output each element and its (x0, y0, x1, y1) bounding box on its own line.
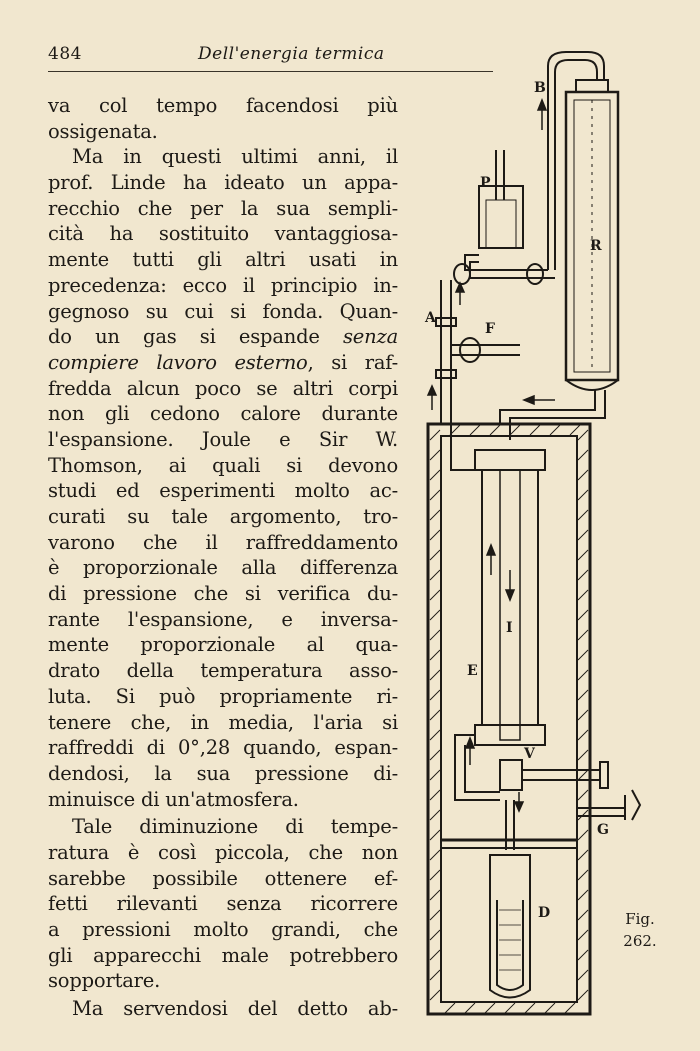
label-i: I (506, 620, 513, 636)
body-line: mente tutti gli altri usati in (48, 248, 398, 272)
page-number: 484 (48, 44, 82, 64)
body-line: do un gas si espande senza (48, 325, 398, 349)
body-line: cità ha sostituito vantaggiosa- (48, 222, 398, 246)
body-line: l'espansione. Joule e Sir W. (48, 427, 398, 451)
body-line: curati su tale argomento, tro- (48, 505, 398, 528)
body-line: fredda alcun poco se altri corpi (48, 376, 398, 400)
figure-caption (612, 908, 668, 952)
body-line: prof. Linde ha ideato un appa- (48, 171, 398, 195)
body-line: non gli cedono calore durante (48, 402, 398, 426)
body-line: Thomson, ai quali si devono (48, 453, 398, 477)
body-line: Tale diminuzione di tempe- (72, 815, 398, 839)
body-line: è proporzionale alla differenza (48, 556, 398, 580)
body-line: luta. Si può propriamente ri- (48, 684, 398, 708)
label-e: E (467, 663, 478, 679)
body-line: studi ed esperimenti molto ac- (48, 479, 398, 503)
label-a: A (425, 310, 436, 326)
body-line: di pressione che si verifica du- (48, 582, 398, 606)
body-line: Ma servendosi del detto ab- (72, 997, 398, 1021)
label-f: F (485, 321, 495, 337)
caption-fig: Fig. (625, 910, 655, 928)
body-line: ratura è così piccola, che non (48, 840, 398, 864)
label-r: R (590, 238, 602, 254)
label-g: G (597, 822, 609, 838)
body-line: mente proporzionale al qua- (48, 633, 398, 657)
body-line: sarebbe possibile ottenere ef- (48, 866, 398, 890)
body-line: Ma in questi ultimi anni, il (72, 145, 398, 169)
body-line: va col tempo facendosi più (48, 94, 398, 117)
running-title: Dell'energia termica (198, 44, 385, 64)
body-line: gli apparecchi male potrebbero (48, 943, 398, 967)
body-line: rante l'espansione, e inversa- (48, 607, 398, 631)
body-line: a pressioni molto grandi, che (48, 918, 398, 941)
body-line: drato della temperatura asso- (48, 659, 398, 683)
label-p: P (480, 175, 491, 191)
label-d: D (538, 905, 551, 921)
body-line: raffreddi di 0°,28 quando, espan- (48, 736, 398, 760)
caption-number: 262. (623, 932, 657, 950)
body-line: compiere lavoro esterno, si raf- (48, 350, 398, 374)
body-line: sopportare. (48, 969, 161, 993)
body-line: gegnoso su cui si fonda. Quan- (48, 299, 398, 323)
flow-arrows (428, 100, 555, 811)
body-line: minuisce di un'atmosfera. (48, 787, 299, 811)
body-line: tenere che, in media, l'aria si (48, 710, 398, 734)
label-v: V (524, 746, 535, 762)
body-line: dendosi, la sua pressione di- (48, 761, 398, 785)
linde-apparatus-figure (405, 40, 700, 1040)
body-line: precedenza: ecco il principio in- (48, 273, 398, 297)
body-line: varono che il raffreddamento (48, 530, 398, 554)
label-b: B (534, 80, 546, 96)
body-line: ossigenata. (48, 119, 158, 143)
body-line: recchio che per la sua sempli- (48, 196, 398, 220)
body-text (48, 93, 398, 1022)
body-line: fetti rilevanti senza ricorrere (48, 892, 398, 916)
